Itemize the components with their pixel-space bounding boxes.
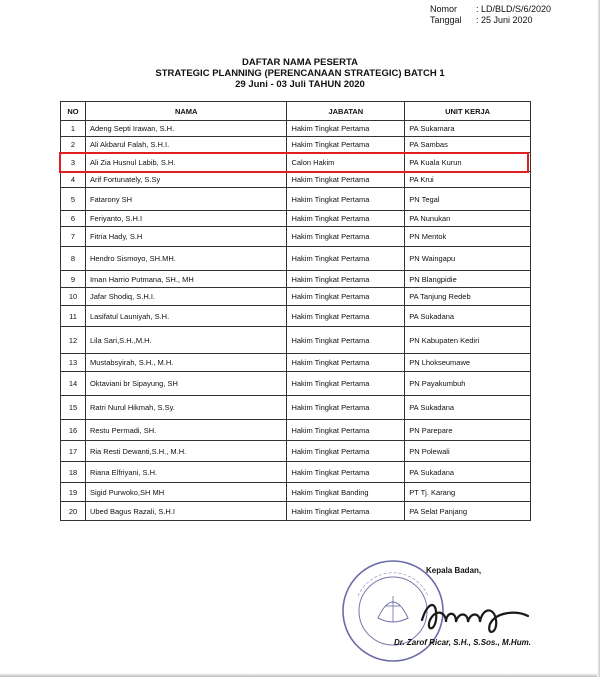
row-nama: Ubed Bagus Razali, S.H.I <box>85 502 287 521</box>
row-nama: Sigid Purwoko,SH MH <box>85 483 287 502</box>
row-nama: Jafar Shodiq, S.H.I. <box>85 288 287 306</box>
row-no: 10 <box>61 288 86 306</box>
table-row <box>61 372 531 396</box>
row-unit-kerja: PA Nunukan <box>405 211 531 227</box>
row-no: 6 <box>61 211 86 227</box>
header-no: NO <box>61 102 86 121</box>
row-nama: Lila Sari,S.H.,M.H. <box>85 327 287 354</box>
handwritten-signature-icon <box>416 590 536 640</box>
row-unit-kerja: PN Mentok <box>405 227 531 247</box>
signer-name: Dr. Zarof Ricar, S.H., S.Sos., M.Hum. <box>394 638 531 647</box>
title-line-1: DAFTAR NAMA PESERTA <box>242 57 358 68</box>
row-nama: Fitria Hady, S.H <box>85 227 287 247</box>
row-no: 17 <box>61 441 86 462</box>
row-unit-kerja: PA Sukadana <box>405 396 531 420</box>
tanggal-label: Tanggal <box>430 15 462 25</box>
table-row <box>61 188 531 211</box>
signature-title: Kepala Badan, <box>426 566 482 575</box>
table-row <box>61 137 531 153</box>
row-no: 3 <box>61 153 86 172</box>
row-jabatan: Hakim Tingkat Pertama <box>287 247 405 271</box>
row-no: 20 <box>61 502 86 521</box>
table-row <box>61 502 531 521</box>
row-nama: Lasifatul Launiyah, S.H. <box>85 306 287 327</box>
row-unit-kerja: PN Waingapu <box>405 247 531 271</box>
row-nama: Restu Permadi, SH. <box>85 420 287 441</box>
header-unit-kerja: UNIT KERJA <box>405 102 531 121</box>
table-row <box>61 247 531 271</box>
row-unit-kerja: PA Sambas <box>405 137 531 153</box>
row-no: 5 <box>61 188 86 211</box>
row-no: 14 <box>61 372 86 396</box>
table-row <box>61 271 531 288</box>
table-row <box>61 354 531 372</box>
header-nama: NAMA <box>85 102 287 121</box>
row-no: 11 <box>61 306 86 327</box>
row-nama: Riana Elfriyani, S.H. <box>85 462 287 483</box>
row-unit-kerja: PA Sukadana <box>405 306 531 327</box>
table-row <box>61 396 531 420</box>
row-nama: Adeng Septi Irawan, S.H. <box>85 121 287 137</box>
row-unit-kerja: PN Polewali <box>405 441 531 462</box>
table-row <box>61 327 531 354</box>
row-unit-kerja: PN Blangpidie <box>405 271 531 288</box>
row-unit-kerja: PA Sukadana <box>405 462 531 483</box>
page-shadow-bottom <box>0 673 600 677</box>
row-jabatan: Hakim Tingkat Pertama <box>287 172 405 188</box>
row-nama: Hendro Sismoyo, SH.MH. <box>85 247 287 271</box>
row-no: 15 <box>61 396 86 420</box>
row-unit-kerja: PA Selat Panjang <box>405 502 531 521</box>
row-unit-kerja: PN Parepare <box>405 420 531 441</box>
row-no: 2 <box>61 137 86 153</box>
row-nama: Ali Zia Husnul Labib, S.H. <box>85 153 287 172</box>
title-line-2: STRATEGIC PLANNING (PERENCANAAN STRATEGIC) BATCH 1 <box>155 68 445 79</box>
row-no: 13 <box>61 354 86 372</box>
row-unit-kerja: PN Kabupaten Kediri <box>405 327 531 354</box>
table-row <box>61 483 531 502</box>
nomor-value: : LD/BLD/S/6/2020 <box>476 4 552 14</box>
table-row <box>61 172 531 188</box>
reference-block <box>430 4 551 26</box>
row-jabatan: Hakim Tingkat Pertama <box>287 288 405 306</box>
row-jabatan: Hakim Tingkat Pertama <box>287 271 405 288</box>
table-row <box>61 441 531 462</box>
table-row <box>61 288 531 306</box>
highlight-box <box>59 152 529 173</box>
table-row <box>61 462 531 483</box>
row-no: 7 <box>61 227 86 247</box>
row-jabatan: Hakim Tingkat Pertama <box>287 211 405 227</box>
row-nama: Arif Fortunately, S.Sy <box>85 172 287 188</box>
tanggal-value: : 25 Juni 2020 <box>476 15 533 25</box>
row-jabatan: Hakim Tingkat Pertama <box>287 420 405 441</box>
document-title <box>0 57 600 90</box>
row-unit-kerja: PN Payakumbuh <box>405 372 531 396</box>
row-nama: Fatarony SH <box>85 188 287 211</box>
row-jabatan: Hakim Tingkat Pertama <box>287 121 405 137</box>
row-jabatan: Hakim Tingkat Pertama <box>287 306 405 327</box>
row-jabatan: Hakim Tingkat Pertama <box>287 354 405 372</box>
title-line-3: 29 Juni - 03 Juli TAHUN 2020 <box>235 79 365 90</box>
row-unit-kerja: PT Tj. Karang <box>405 483 531 502</box>
row-nama: Iman Harrio Putmana, SH., MH <box>85 271 287 288</box>
table-row <box>61 420 531 441</box>
row-nama: Oktaviani br Sipayung, SH <box>85 372 287 396</box>
row-jabatan: Hakim Tingkat Pertama <box>287 372 405 396</box>
row-unit-kerja: PA Kuala Kurun <box>405 153 531 172</box>
row-nama: Feriyanto, S.H.I <box>85 211 287 227</box>
row-unit-kerja: PA Tanjung Redeb <box>405 288 531 306</box>
row-jabatan: Hakim Tingkat Pertama <box>287 327 405 354</box>
row-unit-kerja: PA Krui <box>405 172 531 188</box>
row-nama: Ria Resti Dewanti,S.H., M.H. <box>85 441 287 462</box>
row-jabatan: Hakim Tingkat Pertama <box>287 188 405 211</box>
row-unit-kerja: PA Sukamara <box>405 121 531 137</box>
row-no: 8 <box>61 247 86 271</box>
row-nama: Ali Akbarul Falah, S.H.I. <box>85 137 287 153</box>
row-no: 16 <box>61 420 86 441</box>
header-jabatan: JABATAN <box>287 102 405 121</box>
row-jabatan: Hakim Tingkat Pertama <box>287 502 405 521</box>
row-nama: Ratri Nurul Hikmah, S.Sy. <box>85 396 287 420</box>
row-no: 4 <box>61 172 86 188</box>
table-row <box>61 227 531 247</box>
row-jabatan: Hakim Tingkat Banding <box>287 483 405 502</box>
row-no: 19 <box>61 483 86 502</box>
row-jabatan: Hakim Tingkat Pertama <box>287 227 405 247</box>
row-no: 1 <box>61 121 86 137</box>
row-jabatan: Hakim Tingkat Pertama <box>287 462 405 483</box>
row-unit-kerja: PN Lhokseumawe <box>405 354 531 372</box>
row-nama: Mustabsyirah, S.H., M.H. <box>85 354 287 372</box>
row-no: 9 <box>61 271 86 288</box>
table-row <box>61 211 531 227</box>
row-jabatan: Hakim Tingkat Pertama <box>287 137 405 153</box>
table-header-row <box>61 102 531 121</box>
table-row <box>61 121 531 137</box>
row-jabatan: Calon Hakim <box>287 153 405 172</box>
table-row <box>61 306 531 327</box>
row-unit-kerja: PN Tegal <box>405 188 531 211</box>
row-jabatan: Hakim Tingkat Pertama <box>287 396 405 420</box>
row-jabatan: Hakim Tingkat Pertama <box>287 441 405 462</box>
row-no: 18 <box>61 462 86 483</box>
signature-block <box>330 552 570 672</box>
row-no: 12 <box>61 327 86 354</box>
nomor-label: Nomor <box>430 4 458 14</box>
